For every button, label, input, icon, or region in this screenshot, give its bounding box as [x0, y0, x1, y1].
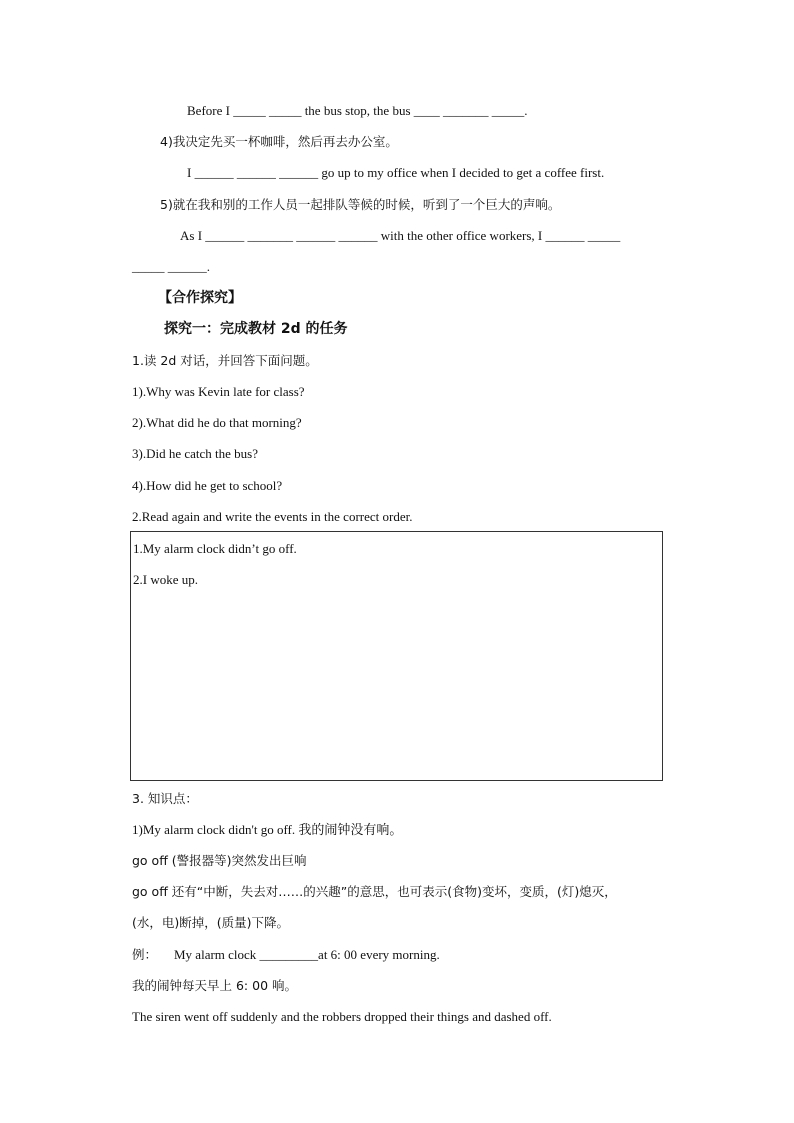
task2-instruction: 2.Read again and write the events in the correct order. — [132, 509, 413, 524]
example-sentence: My alarm clock _________at 6: 00 every morning. — [174, 947, 440, 962]
example-sentence-2: The siren went off suddenly and the robbers dropped their things and dashed off. — [132, 1009, 552, 1024]
task1-question: 3).Did he catch the bus? — [132, 446, 258, 461]
exercise-q4-chinese: 4)我决定先买一杯咖啡，然后再去办公室。 — [160, 134, 398, 149]
exercise-q3-english: Before I _____ _____ the bus stop, the bus ____ _______ _____. — [187, 103, 528, 118]
events-answer-box[interactable] — [130, 531, 663, 781]
knowledge-point-1: 1)My alarm clock didn't go off. 我的闹钟没有响。 — [132, 822, 403, 837]
exercise-q5-chinese: 5)就在我和别的工作人员一起排队等候的时候，听到了一个巨大的声响。 — [160, 197, 561, 212]
example-label: 例： — [132, 947, 158, 962]
exercise-q5-english-continued: _____ ______. — [132, 259, 210, 274]
task1-question: 2).What did he do that morning? — [132, 415, 302, 430]
event-item: 1.My alarm clock didn’t go off. — [133, 541, 297, 556]
task1-instruction: 1.读 2d 对话，并回答下面问题。 — [132, 353, 318, 368]
task1-question: 4).How did he get to school? — [132, 478, 283, 493]
knowledge-definition-1: go off (警报器等)突然发出巨响 — [132, 853, 307, 868]
event-item: 2.I woke up. — [133, 572, 198, 587]
knowledge-definition-2-continued: (水，电)断掉，(质量)下降。 — [132, 915, 290, 930]
knowledge-heading: 3. 知识点： — [132, 791, 198, 806]
task1-question: 1).Why was Kevin late for class? — [132, 384, 305, 399]
exercise-q5-english: As I ______ _______ ______ ______ with the other office workers, I ______ _____ — [180, 228, 621, 243]
section-title: 【合作探究】 — [158, 290, 242, 306]
section-subtitle: 探究一：完成教材 2d 的任务 — [164, 321, 348, 337]
exercise-q4-english: I ______ ______ ______ go up to my office when I decided to get a coffee first. — [187, 165, 605, 180]
example-translation: 我的闹钟每天早上 6: 00 响。 — [132, 978, 297, 993]
knowledge-definition-2: go off 还有“中断，失去对……的兴趣”的意思，也可表示(食物)变坏，变质，(灯)熄灭， — [132, 884, 617, 899]
